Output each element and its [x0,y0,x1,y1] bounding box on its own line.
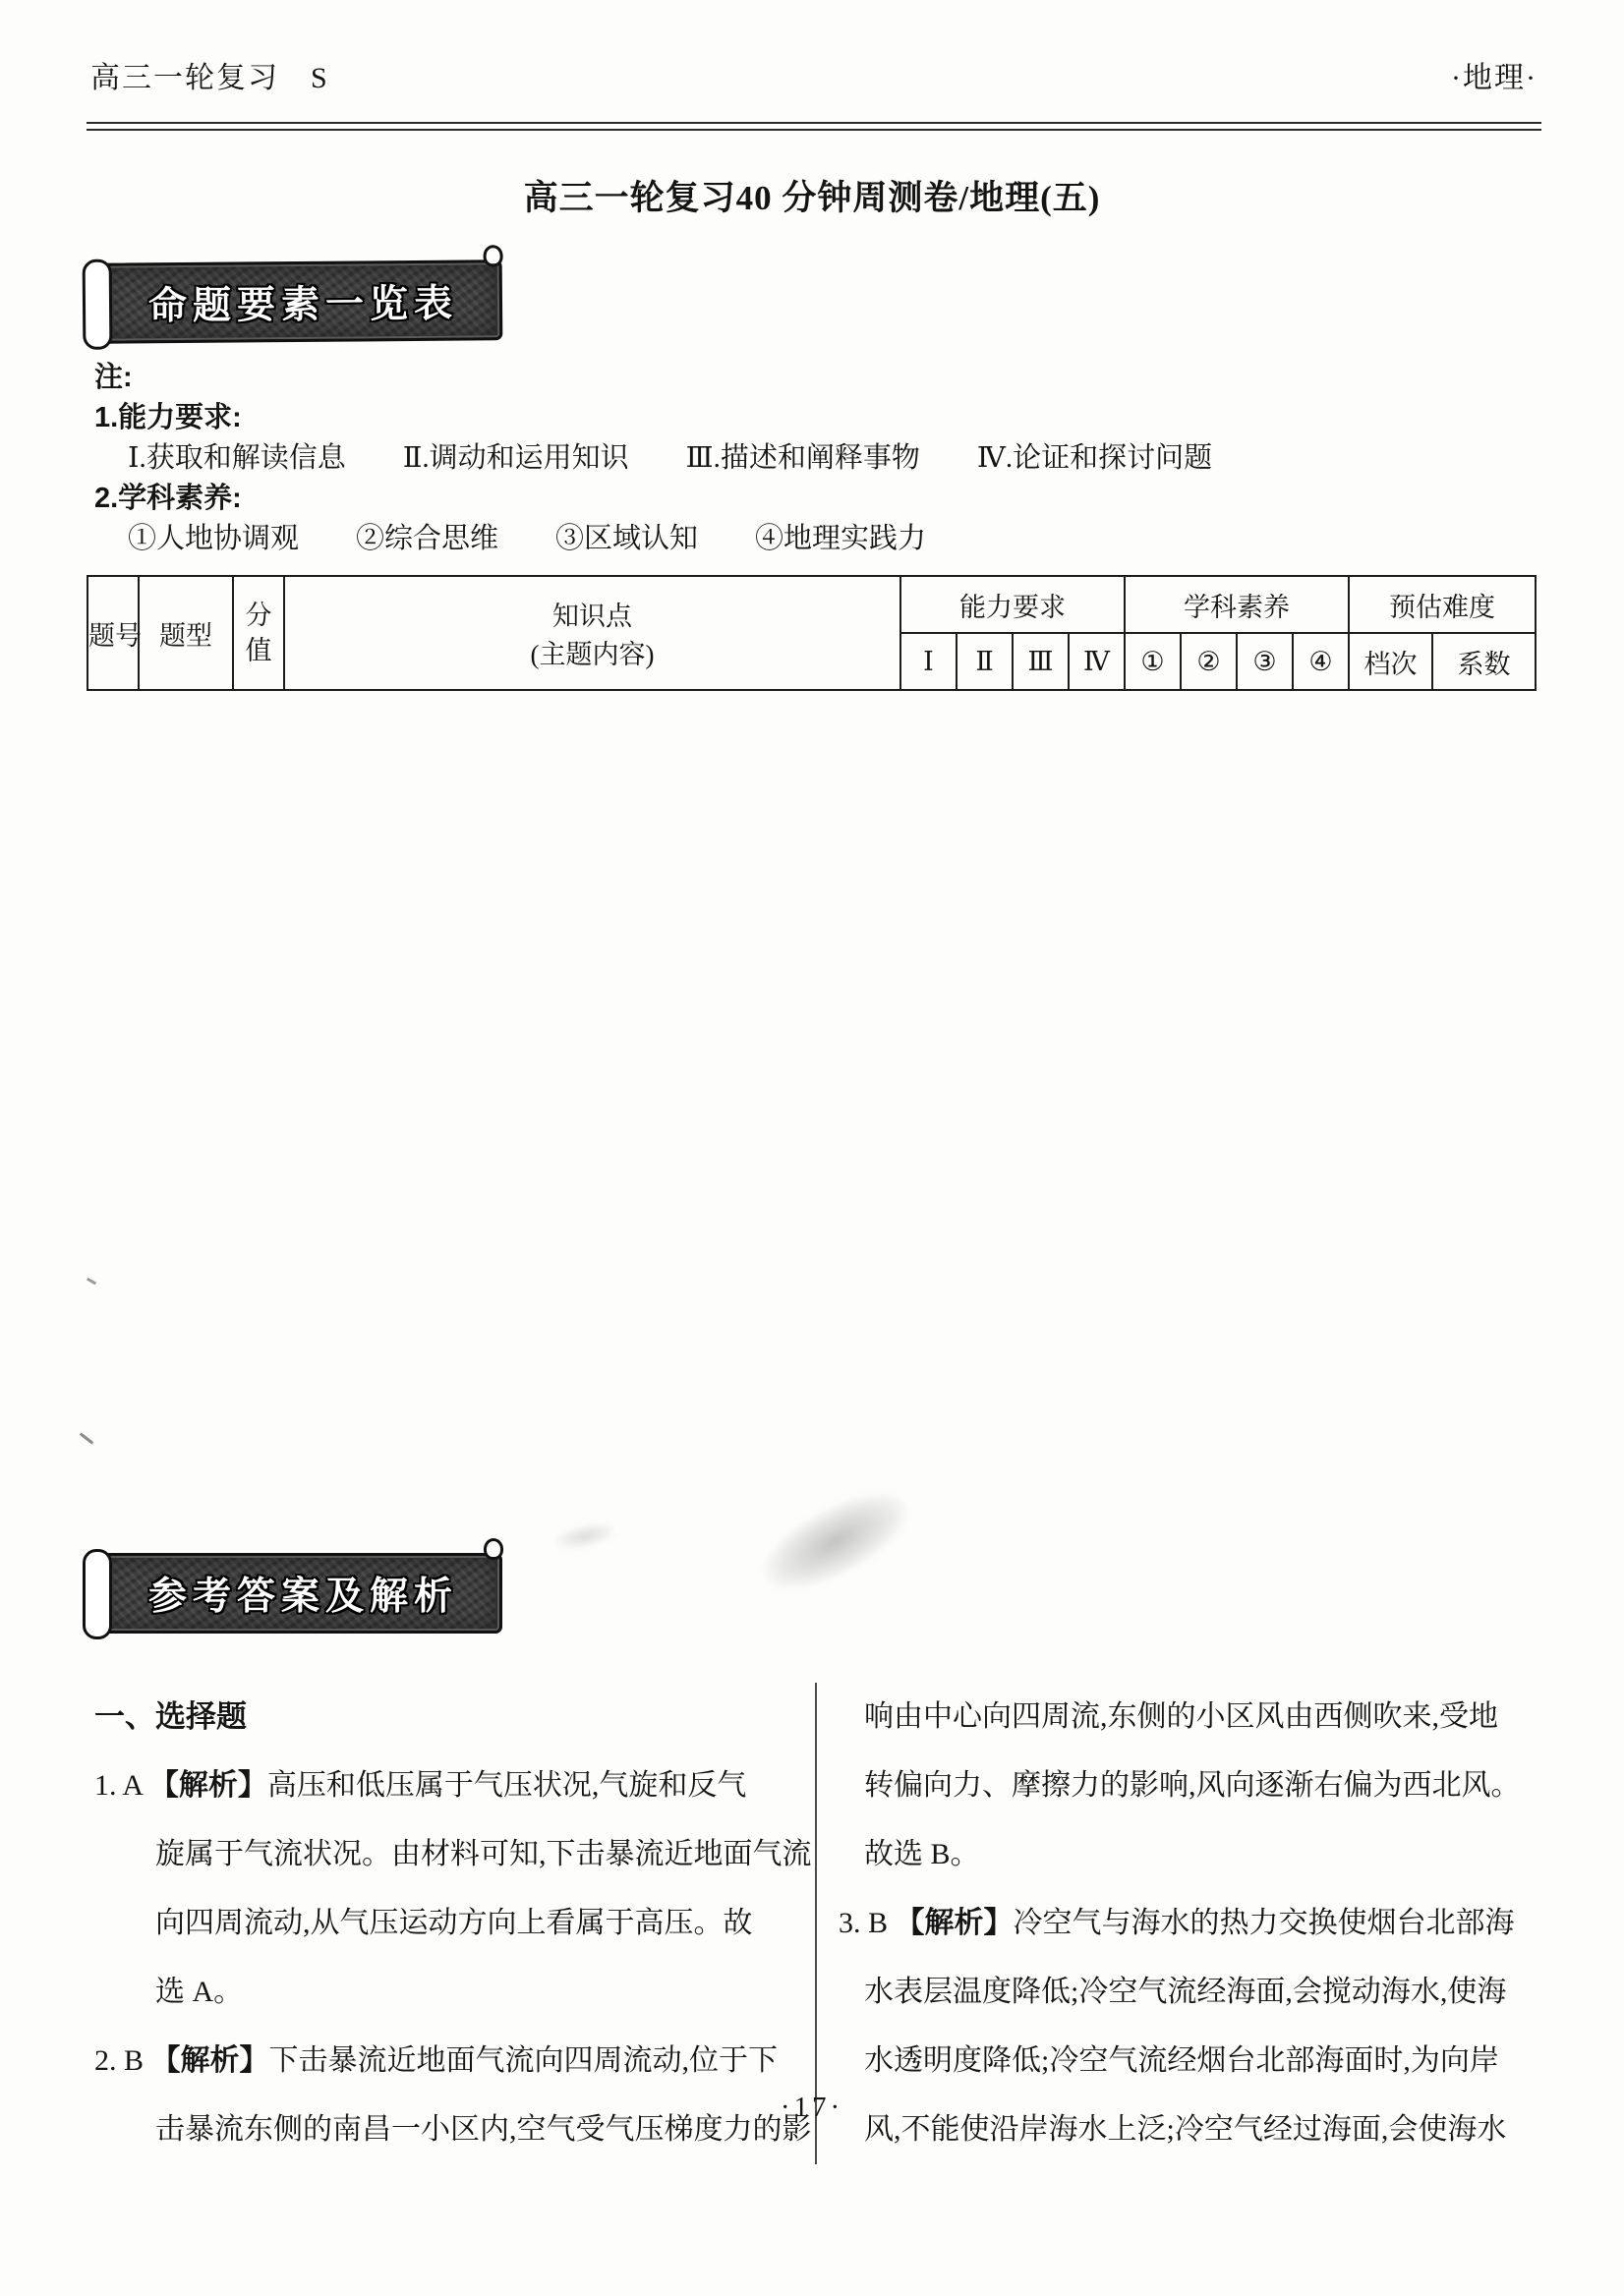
answer-line [839,1889,1537,1958]
header-subject-label: ·地理· [1451,62,1537,94]
answer-section-heading [94,1683,815,1751]
notes-ability-detail: Ⅰ.获取和解读信息 Ⅱ.调动和运用知识 Ⅲ.描述和阐释事物 Ⅳ.论证和探讨问题 [128,442,1213,474]
answer-item-number: 1. A [94,1769,149,1802]
analysis-tag: 【解析】 [895,1907,1014,1939]
answer-text: 水表层温度降低;冷空气流经海面,会搅动海水,使海 [864,1976,1507,2008]
answer-line [94,1751,815,1820]
col-header-difficulty-coef: 系数 [1432,633,1536,690]
answer-line [94,2027,815,2095]
answer-text: 一、选择题 [94,1699,247,1734]
exam-blueprint-table [87,575,1537,1499]
notes-label: 注: [94,362,133,393]
analysis-tag: 【解析】 [148,1769,267,1802]
answer-line [94,1820,815,1889]
analysis-tag: 【解析】 [150,2044,269,2077]
col-header-literacy-1: ① [1125,633,1181,690]
col-group-difficulty: 预估难度 [1349,576,1536,633]
answer-text: 水透明度降低;冷空气流经烟台北部海面时,为向岸 [864,2044,1499,2077]
answer-line [839,1820,1537,1889]
answer-line [839,1683,1537,1751]
answer-item-number: 2. B [94,2044,151,2077]
notes-block [94,358,1537,559]
doc-title: 高三一轮复习40 分钟周测卷/地理(五) [523,179,1101,217]
answer-line [839,1958,1537,2027]
answer-text: 向四周流动,从气压运动方向上看属于高压。故 [155,1907,753,1939]
page-number: ·17· [780,2092,844,2123]
header-course-label: 高三一轮复习 S [90,62,329,94]
answer-line [839,1751,1537,1820]
answer-text: 选 A。 [155,1976,244,2008]
badge-reference-answers [94,1553,502,1634]
notes-literacy-detail: ①人地协调观 ②综合思维 ③区域认知 ④地理实践力 [128,523,927,554]
col-header-ability-2: Ⅱ [957,633,1013,690]
answer-text: 下击暴流近地面气流向四周流动,位于下 [268,2044,779,2077]
badge-reference-answers-label: 参考答案及解析 [148,1576,459,1618]
header-divider [87,122,1541,131]
answer-text: 高压和低压属于气压状况,气旋和反气 [266,1769,747,1802]
col-header-question-no: 题号 [87,576,139,690]
notes-ability-label: 1.能力要求: [94,402,242,433]
col-header-difficulty-level: 档次 [1349,633,1432,690]
answer-text: 转偏向力、摩擦力的影响,风向逐渐右偏为西北风。 [864,1769,1521,1802]
answer-line [94,1889,815,1958]
col-header-score: 分值 [233,576,284,690]
answer-text: 旋属于气流状况。由材料可知,下击暴流近地面气流 [155,1838,812,1870]
answer-text: 击暴流东侧的南昌一小区内,空气受气压梯度力的影 [155,2113,812,2146]
col-header-ability-4: Ⅳ [1069,633,1125,690]
answer-item-number: 3. B [839,1907,896,1939]
answer-text: 风,不能使沿岸海水上泛;冷空气经过海面,会使海水 [864,2113,1507,2146]
col-header-literacy-3: ③ [1237,633,1293,690]
answer-text: 响由中心向四周流,东侧的小区风由西侧吹来,受地 [864,1700,1498,1733]
col-header-ability-3: Ⅲ [1013,633,1069,690]
scan-smudge [549,1517,621,1556]
answer-text: 故选 B。 [864,1838,980,1870]
answer-line [839,2027,1537,2095]
col-header-ability-1: Ⅰ [900,633,957,690]
page-header [90,53,1537,96]
col-header-question-type: 题型 [139,576,233,690]
badge-question-elements-label: 命题要素一览表 [147,282,459,328]
col-header-knowledge: 知识点 (主题内容) [284,576,900,690]
answer-line [94,1958,815,2027]
col-header-literacy-2: ② [1181,633,1237,690]
answer-text: 冷空气与海水的热力交换使烟台北部海 [1013,1907,1515,1939]
badge-question-elements [94,259,503,344]
notes-literacy-label: 2.学科素养: [94,483,242,514]
col-group-literacy: 学科素养 [1125,576,1349,633]
col-header-literacy-4: ④ [1293,633,1349,690]
col-group-ability: 能力要求 [900,576,1125,633]
